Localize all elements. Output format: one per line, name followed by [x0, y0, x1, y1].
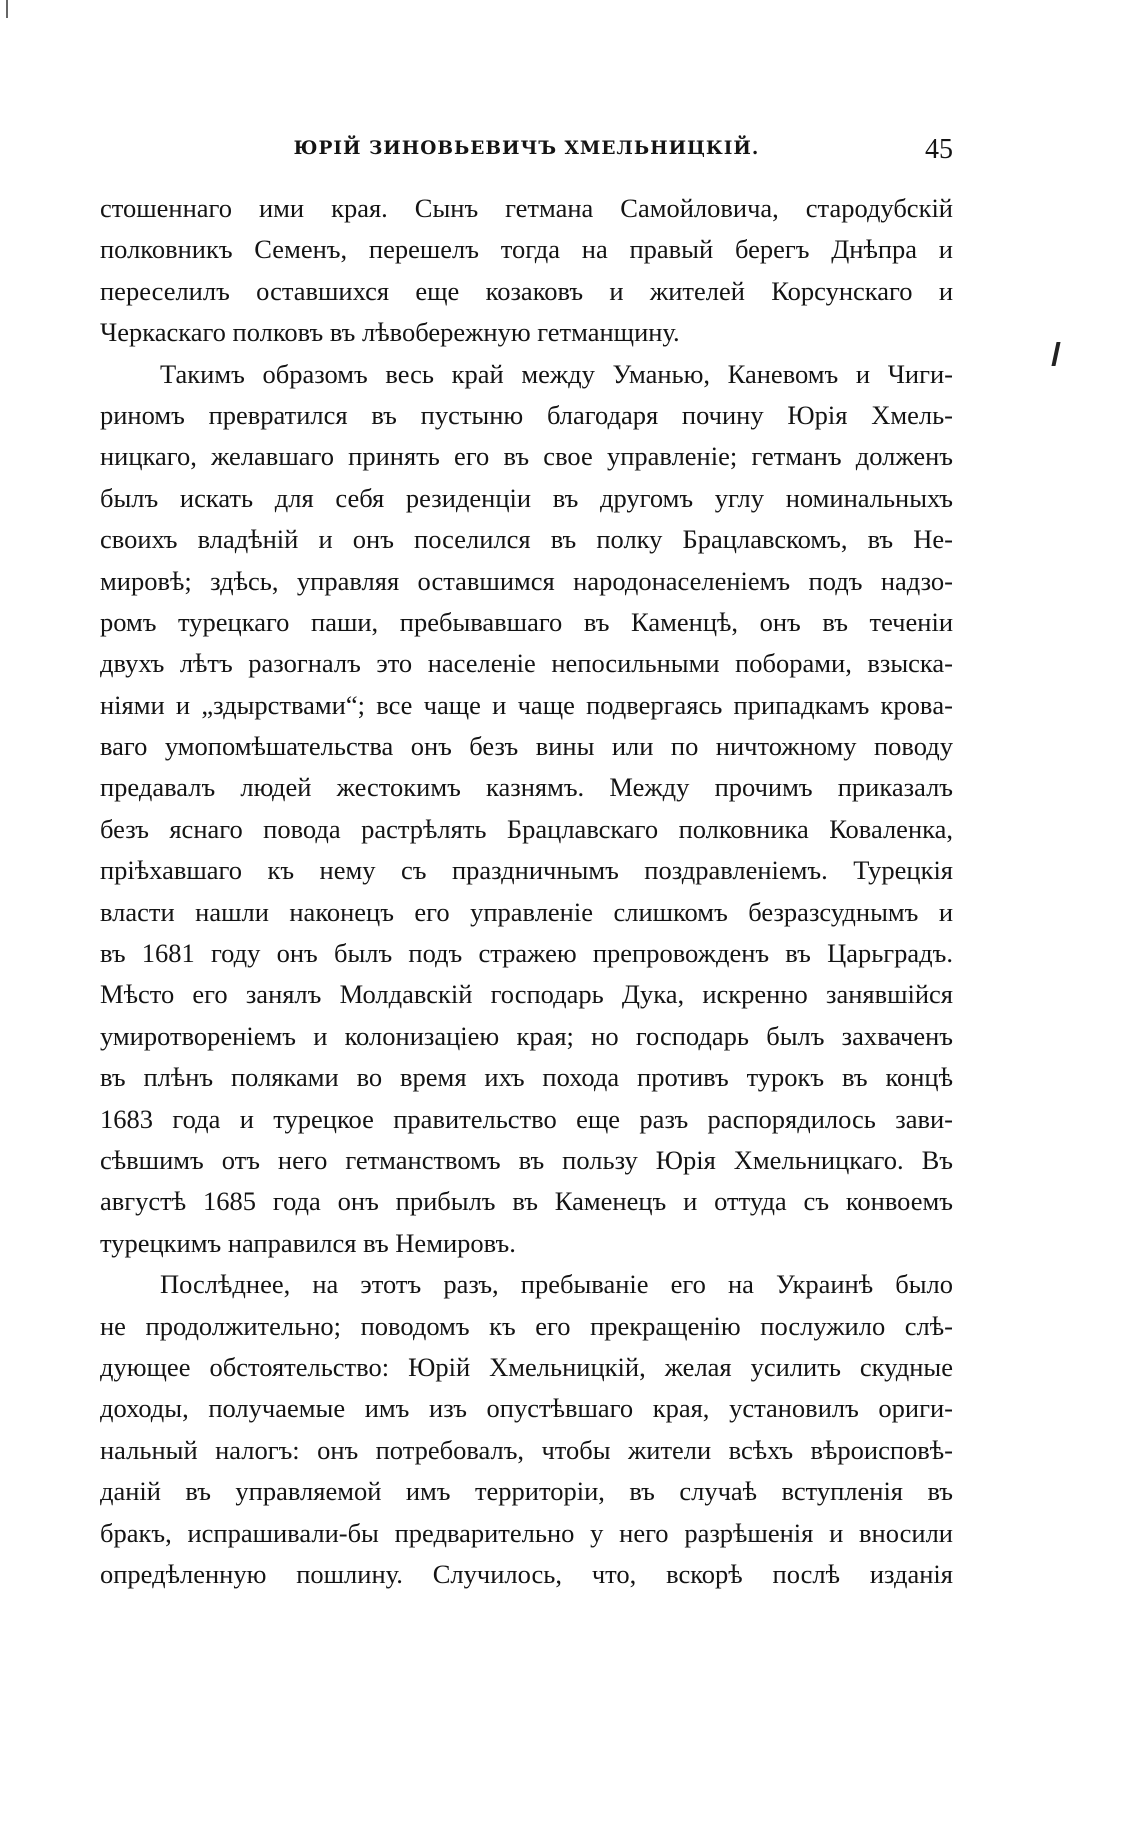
text-line: ваго умопомѣшательства онъ безъ вины или по ничтожному поводу: [100, 731, 953, 762]
text-line: пріѣхавшаго къ нему съ праздничнымъ поздравленіемъ. Турецкія: [100, 855, 953, 886]
text-line: ніями и „здырствами“; все чаще и чаще подвергаясь припадкамъ кровa-: [100, 689, 953, 720]
text-line: доходы, получаемые имъ изъ опустѣвшаго края, установилъ ориги-: [100, 1393, 953, 1424]
body-text: [100, 188, 953, 1595]
text-line: Мѣсто его занялъ Молдавскій господарь Дука, искренно занявшійся: [100, 979, 953, 1010]
text-line: стошеннаго ими края. Сынъ гетмана Самойловича, стародубскій: [100, 193, 953, 223]
margin-pencil-mark: [1051, 342, 1060, 366]
text-line: былъ искать для себя резиденціи въ другомъ углу номинальныхъ: [100, 482, 953, 513]
text-line: опредѣленную пошлину. Случилось, что, вскорѣ послѣ изданія: [100, 1558, 953, 1589]
text-line: полковникъ Семенъ, перешелъ тогда на правый берегъ Днѣпра и: [100, 234, 953, 265]
text-line: власти нашли наконецъ его управленіе слишкомъ безразсуднымъ и: [100, 896, 953, 927]
text-line: ромъ турецкаго паши, пребывавшаго въ Каменцѣ, онъ въ теченіи: [100, 606, 953, 637]
running-head: ЮРІЙ ЗИНОВЬЕВИЧЪ ХМЕЛЬНИЦКІЙ.: [293, 138, 760, 159]
page-number: 45: [925, 134, 953, 165]
text-line: сѣвшимъ отъ него гетманствомъ въ пользу Юрія Хмельницкаго. Въ: [100, 1144, 953, 1175]
text-line: предавалъ людей жестокимъ казнямъ. Между прочимъ приказалъ: [100, 772, 953, 803]
text-line: бракъ, испрашивали-бы предварительно у него разрѣшенія и вносили: [100, 1517, 953, 1548]
text-line: риномъ превратился въ пустыню благодаря почину Юрія Хмель-: [100, 399, 953, 430]
text-line: нальный налогъ: онъ потребовалъ, чтобы жители всѣхъ вѣроисповѣ-: [100, 1434, 953, 1465]
text-line: турецкимъ направился въ Немировъ.: [100, 1227, 516, 1258]
text-line: умиротвореніемъ и колонизаціею края; но господарь былъ захваченъ: [100, 1020, 953, 1051]
text-line: не продолжительно; поводомъ къ его прекращенію послужило слѣ-: [100, 1310, 953, 1341]
text-line: Послѣднее, на этотъ разъ, пребываніе его на Украинѣ было: [160, 1269, 953, 1300]
text-line: двухъ лѣтъ разогналъ это населеніе непосильными поборами, взыска-: [100, 648, 953, 679]
text-line: Такимъ образомъ весь край между Уманью, Каневомъ и Чиги-: [160, 358, 953, 389]
page-header: [100, 134, 953, 174]
text-line: безъ яснаго повода растрѣлять Брацлавскаго полковника Коваленка,: [100, 813, 953, 844]
text-line: мировѣ; здѣсь, управляя оставшимся народонаселеніемъ подъ надзо-: [100, 565, 953, 596]
text-line: 1683 года и турецкое правительство еще разъ распорядилось зави-: [100, 1103, 953, 1134]
page-edge-mark: [6, 0, 8, 18]
text-line: ницкаго, желавшаго принять его въ свое управленіе; гетманъ долженъ: [100, 441, 953, 472]
text-line: дующее обстоятельство: Юрій Хмельницкій, желая усилить скудные: [100, 1351, 953, 1382]
text-line: въ плѣнъ поляками во время ихъ похода противъ турокъ въ концѣ: [100, 1062, 953, 1093]
text-line: переселилъ оставшихся еще козаковъ и жителей Корсунскаго и: [100, 275, 953, 306]
text-line: своихъ владѣній и онъ поселился въ полку Брацлавскомъ, въ Не-: [100, 524, 953, 555]
text-line: августѣ 1685 года онъ прибылъ въ Каменецъ и оттуда съ конвоемъ: [100, 1186, 953, 1217]
text-line: Черкаскаго полковъ въ лѣвобережную гетманщину.: [100, 317, 680, 348]
text-line: въ 1681 году онъ былъ подъ стражею препровожденъ въ Царьградъ.: [100, 938, 953, 969]
text-line: даній въ управляемой имъ территоріи, въ случаѣ вступленія въ: [100, 1476, 953, 1507]
